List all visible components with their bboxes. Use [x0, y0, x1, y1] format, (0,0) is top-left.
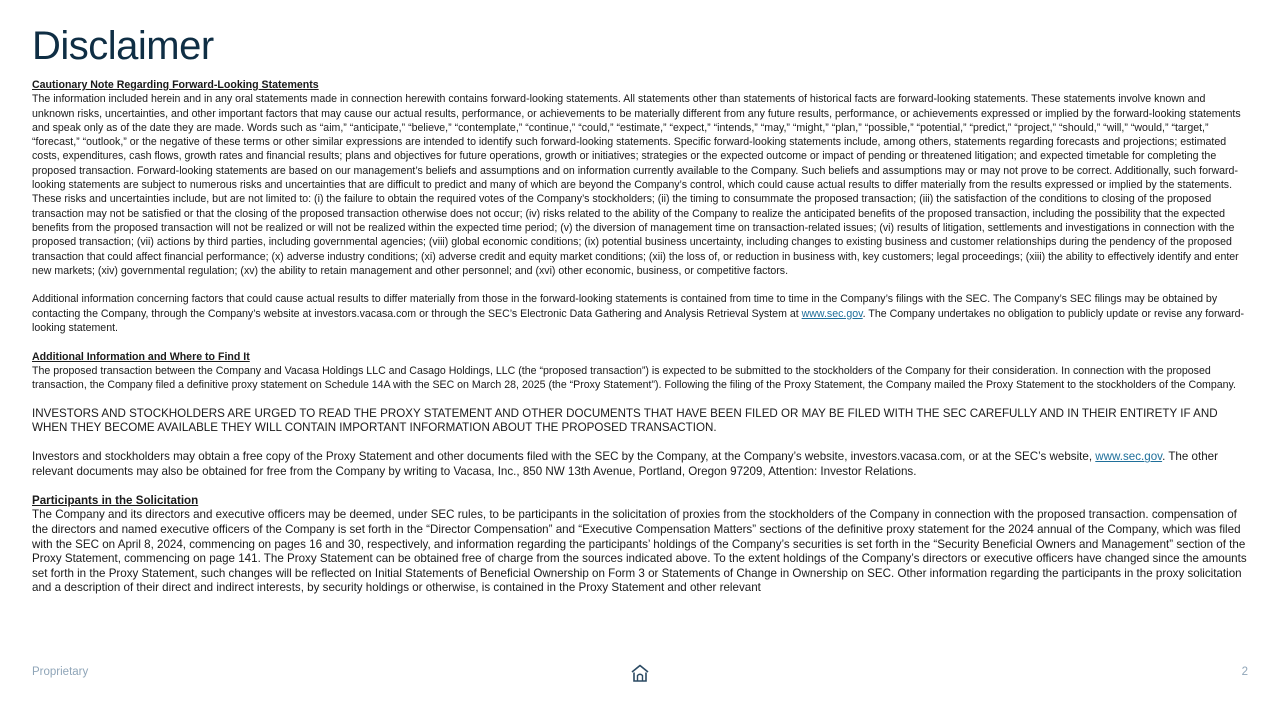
house-logo-icon	[630, 664, 650, 682]
additional-factors-paragraph	[32, 292, 1248, 335]
section-heading-forward-looking: Cautionary Note Regarding Forward-Looking Statements	[32, 79, 319, 91]
section-heading-participants: Participants in the Solicitation	[32, 493, 199, 507]
investor-notice-paragraph: INVESTORS AND STOCKHOLDERS ARE URGED TO READ THE PROXY STATEMENT AND OTHER DOCUMENTS THAT HAVE BEEN FILED OR MAY BE FILED WITH THE SEC CAREFULLY AND IN THEIR ENTIRETY IF AND WHEN THEY BECOME AVAILABLE THEY WILL CONTAIN IMPORTANT INFORMATION ABOUT THE PROPOSED TRANSACTION.	[32, 406, 1218, 435]
page-title: Disclaimer	[32, 24, 214, 68]
free-copy-paragraph	[32, 450, 1248, 479]
forward-looking-paragraph: The information included herein and in any oral statements made in connection herewith contains forward-looking statements. All statements other than statements of historical facts are forward-looking statements. These statements involve known and unknown risks, uncertainties, and other important factors that may cause our actual results, performance, or achievements to be materially different from any future results, performance, or achievements expressed or implied by the forward-looking statements and speak only as of the date they are made. Words such as “aim,” “anticipate,” “believe,” “contemplate,” “continue,” “could,” “estimate,” “expect,” “intends,” “may,” “might,” “plan,” “possible,” “potential,” “predict,” “project,” “should,” “will,” “would,” “target,” “forecast,” “outlook,” or the negative of these terms or other similar expressions are intended to identify such forward-looking statements. Specific forward-looking statements include, among others, statements regarding forecasts and projections; estimated costs, expenditures, cash flows, growth rates and financial results; plans and objectives for future operations, growth or initiatives; strategies or the expected outcome or impact of pending or threatened litigation; and expected timetable for completing the proposed transaction. Forward-looking statements are based on our management’s beliefs and assumptions and on information currently available to the Company. Such beliefs and assumptions may or may not prove to be correct. Additionally, such forward-looking statements are subject to numerous risks and uncertainties that are difficult to predict and many of which are beyond the Company’s control, which could cause actual results to differ materially from the results expressed or implied by the statements. These risks and uncertainties include, but are not limited to: (i) the failure to obtain the required votes of the Company’s stockholders; (ii) the timing to consummate the proposed transaction; (iii) the satisfaction of the conditions to closing of the proposed transaction may not be satisfied or that the closing of the proposed transaction otherwise does not occur; (iv) risks related to the ability of the Company to realize the anticipated benefits of the proposed transaction, including the possibility that the expected benefits from the proposed transaction will not be realized or will not be realized within the expected time period; (v) the diversion of management time on transaction-related issues; (vi) results of litigation, settlements and investigations in connection with the proposed transaction; (vii) actions by third parties, including governmental agencies; (viii) global economic conditions; (ix) potential business uncertainty, including changes to existing business and customer relationships during the pendency of the proposed transaction that could affect financial performance; (x) adverse industry conditions; (xi) adverse credit and equity market conditions; (xii) the loss of, or reduction in business with, key customers; legal proceedings; (xiii) the ability to effectively identify and enter new markets; (xiv) governmental regulation; (xv) the ability to retain management and other personnel; and (xvi) other economic, business, or competitive factors.	[32, 93, 1241, 277]
proposed-transaction-paragraph: The proposed transaction between the Company and Vacasa Holdings LLC and Casago Holdings, LLC (the “proposed transaction”) is expected to be submitted to the stockholders of the Company for their consideration. In connection with the proposed transaction, the Company filed a definitive proxy statement on Schedule 14A with the SEC on March 28, 2025 (the “Proxy Statement”). Following the filing of the Proxy Statement, the Company mailed the Proxy Statement to the stockholders of the Company.	[32, 364, 1236, 392]
paragraph-text: . The Company undertakes no obligation to publicly update or revise any forward-looking statement.	[32, 307, 1245, 335]
paragraph-text: Investors and stockholders may obtain a free copy of the Proxy Statement and other documents filed with the SEC by the Company, at the Company’s website, investors.vacasa.com, or at the SEC’s website,	[32, 450, 1096, 464]
paragraph-text: Additional information concerning factors that could cause actual results to differ materially from those in the forward-looking statements is contained from time to time in the Company’s filings with the SEC. The Company’s SEC filings may be obtained by contacting the Company, through the Company’s website at investors.vacasa.com or through the SEC’s Electronic Data Gathering and Analysis Retrieval System at	[32, 293, 1218, 320]
disclaimer-body	[32, 78, 1248, 596]
sec-gov-link[interactable]: www.sec.gov	[1095, 450, 1163, 464]
page-number: 2	[1241, 666, 1248, 678]
sec-gov-link[interactable]: www.sec.gov	[801, 307, 863, 320]
section-heading-additional-info: Additional Information and Where to Find It	[32, 350, 250, 363]
paragraph-text: . The other relevant documents may also be obtained for free from the Company by writing to Vacasa, Inc., 850 NW 13th Avenue, Portland, Oregon 97209, Attention: Investor Relations.	[32, 450, 1218, 478]
footer-proprietary-label: Proprietary	[32, 666, 89, 678]
participants-paragraph: The Company and its directors and executive officers may be deemed, under SEC rules, to be participants in the solicitation of proxies from the stockholders of the Company in connection with the proposed transaction. compensation of the directors and named executive officers of the Company is set forth in the “Director Compensation” and “Executive Compensation Matters” sections of the definitive proxy statement for the 2024 annual of the Company, which was filed with the SEC on April 8, 2024, commencing on pages 16 and 30, respectively, and information regarding the participants’ holdings of the Company’s securities is set forth in the “Security Beneficial Owners and Management” section of the Proxy Statement, commencing on page 141. The Proxy Statement can be obtained free of charge from the sources indicated above. To the extent holdings of the Company’s directors or executive officers have changed since the amounts set forth in the Proxy Statement, such changes will be reflected on Initial Statements of Beneficial Ownership on Form 3 or Statements of Change in Ownership on SEC. Other information regarding the participants in the proxy solicitation and a description of their direct and indirect interests, by security holdings or otherwise, is contained in the Proxy Statement and other relevant	[32, 508, 1247, 595]
